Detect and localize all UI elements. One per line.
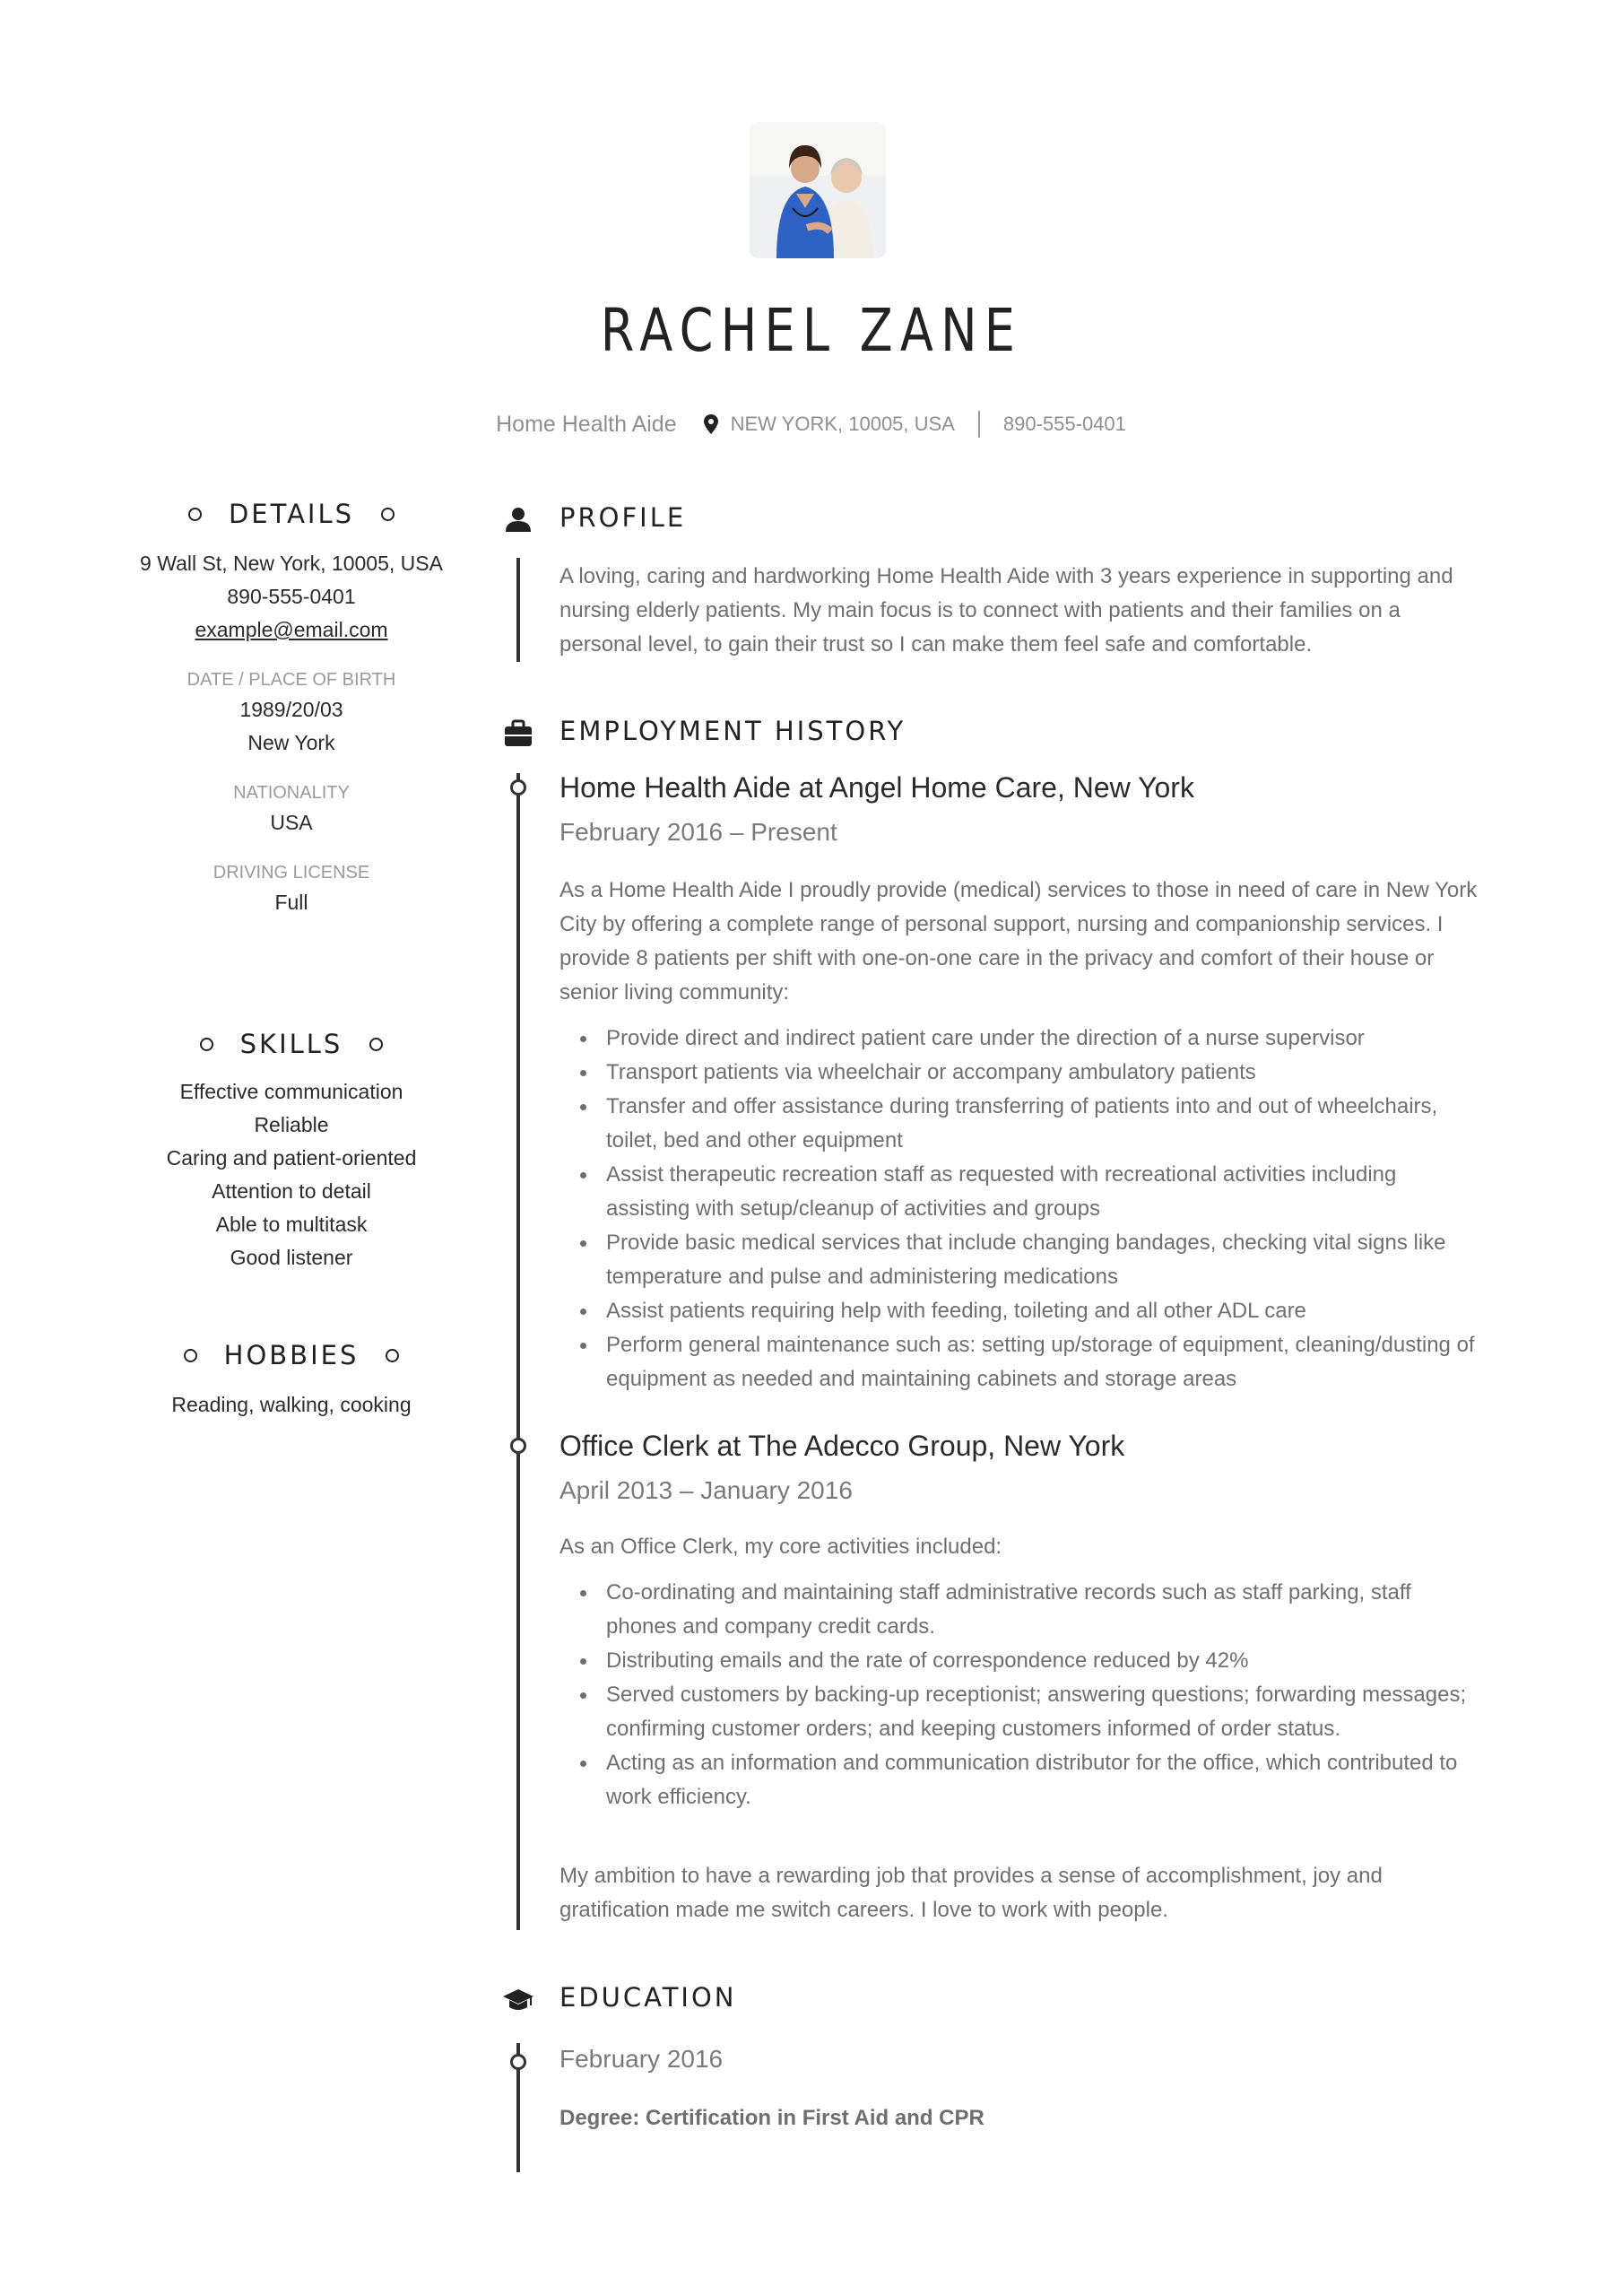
list-item: Distributing emails and the rate of correspondence reduced by 42% — [559, 1644, 1483, 1678]
job-summary-1: As a Home Health Aide I proudly provide (medical) services to those in need of care in New York City by offering a complete range of personal support, nursing and companionship services. I provide 8 patients per shift with one-on-one care in the privacy and comfort of their house or senior living community: — [559, 878, 1478, 1004]
hobbies-heading — [134, 1340, 448, 1370]
list-item: Acting as an information and communication distributor for the office, which contributed to work efficiency. — [559, 1746, 1483, 1814]
license-value: Full — [274, 891, 308, 914]
skills-section — [134, 1029, 448, 1274]
ring-right-icon — [386, 1349, 399, 1362]
header-location: NEW YORK, 10005, USA — [730, 413, 955, 435]
skill-item: Reliable — [254, 1113, 329, 1136]
details-phone: 890-555-0401 — [227, 585, 356, 608]
list-item: Assist therapeutic recreation staff as requested with recreational activities including assisting with setup/cleanup of activities and groups — [559, 1158, 1483, 1226]
education-heading: EDUCATION — [559, 1982, 737, 2013]
job-closing-2: My ambition to have a rewarding job that provides a sense of accomplishment, joy and gratification made me switch careers. I love to work with people. — [559, 1864, 1383, 1922]
skills-heading — [134, 1029, 448, 1059]
nationality-value: USA — [270, 811, 313, 834]
job-summary-2: As an Office Clerk, my core activities included: — [559, 1535, 1002, 1559]
skill-item: Caring and patient-oriented — [166, 1146, 417, 1170]
timeline-dot — [510, 2054, 526, 2070]
hobbies-section — [134, 1340, 448, 1422]
ring-left-icon — [200, 1038, 213, 1051]
job-title-2: Office Clerk at The Adecco Group, New York — [559, 1430, 1125, 1462]
license-label: DRIVING LICENSE — [213, 863, 370, 883]
header-subline — [0, 409, 1622, 439]
birth-date: 1989/20/03 — [239, 698, 343, 721]
ring-right-icon — [381, 508, 395, 521]
timeline-dot — [510, 779, 526, 796]
ring-left-icon — [188, 508, 202, 521]
job-bullets-1 — [559, 1022, 1483, 1396]
list-item: Co-ordinating and maintaining staff administrative records such as staff parking, staff phones and company credit cards. — [559, 1576, 1483, 1644]
birth-place: New York — [247, 731, 335, 754]
nationality-label: NATIONALITY — [233, 783, 350, 803]
details-address: 9 Wall St, New York, 10005, USA — [140, 552, 443, 575]
hobbies-heading-text: HOBBIES — [223, 1340, 360, 1370]
list-item: Transfer and offer assistance during transferring of patients into and out of wheelchairs, toilet, bed and other equipment — [559, 1090, 1483, 1158]
job-dates-1: February 2016 – Present — [559, 818, 837, 846]
employment-heading: EMPLOYMENT HISTORY — [559, 716, 906, 746]
timeline-dot — [510, 1438, 526, 1454]
details-email-link[interactable]: example@email.com — [195, 618, 388, 641]
list-item: Transport patients via wheelchair or accompany ambulatory patients — [559, 1056, 1483, 1090]
education-degree: Degree: Certification in First Aid and CPR — [559, 2106, 984, 2130]
ring-left-icon — [184, 1349, 197, 1362]
details-section — [134, 499, 448, 919]
skill-item: Good listener — [230, 1246, 353, 1269]
profile-text: A loving, caring and hardworking Home Health Aide with 3 years experience in supporting and nursing elderly patients. My main focus is to connect with patients and their families on a personal level, to gain their trust so I can make them feel safe and comfortable. — [559, 564, 1453, 657]
job-bullets-2 — [559, 1576, 1483, 1814]
details-heading-text: DETAILS — [228, 499, 355, 529]
graduation-cap-icon — [502, 1984, 534, 2016]
list-item: Provide direct and indirect patient care under the direction of a nurse supervisor — [559, 1022, 1483, 1056]
header-phone: 890-555-0401 — [1002, 413, 1126, 435]
list-item: Served customers by backing-up receptionist; answering questions; forwarding messages; confirming customer orders; and keeping customers informed of order status. — [559, 1678, 1483, 1746]
briefcase-icon — [502, 718, 534, 750]
hobbies-text: Reading, walking, cooking — [171, 1393, 412, 1416]
list-item: Provide basic medical services that include changing bandages, checking vital signs like temperature and pulse and administering medications — [559, 1226, 1483, 1294]
job-title: Home Health Aide — [496, 411, 677, 437]
list-item: Assist patients requiring help with feeding, toileting and all other ADL care — [559, 1294, 1483, 1328]
employment-timeline — [516, 773, 520, 1930]
profile-photo — [750, 122, 886, 258]
job-dates-2: April 2013 – January 2016 — [559, 1476, 853, 1504]
skill-item: Able to multitask — [215, 1213, 368, 1236]
birth-label: DATE / PLACE OF BIRTH — [186, 670, 396, 690]
skill-item: Attention to detail — [212, 1179, 371, 1203]
candidate-name: RACHEL ZANE — [600, 296, 1023, 365]
skill-item: Effective communication — [179, 1080, 403, 1103]
ring-right-icon — [369, 1038, 383, 1051]
details-heading — [134, 499, 448, 529]
profile-heading: PROFILE — [559, 502, 687, 533]
profile-timeline — [516, 558, 520, 662]
list-item: Perform general maintenance such as: setting up/storage of equipment, cleaning/dusting of equipment as needed and maintaining cabinets and storage areas — [559, 1328, 1483, 1396]
skills-heading-text: SKILLS — [239, 1029, 343, 1059]
location-pin-icon — [704, 414, 718, 434]
job-title-1: Home Health Aide at Angel Home Care, New York — [559, 771, 1194, 804]
person-icon — [502, 504, 534, 536]
education-date: February 2016 — [559, 2045, 724, 2073]
header-divider — [978, 411, 980, 438]
